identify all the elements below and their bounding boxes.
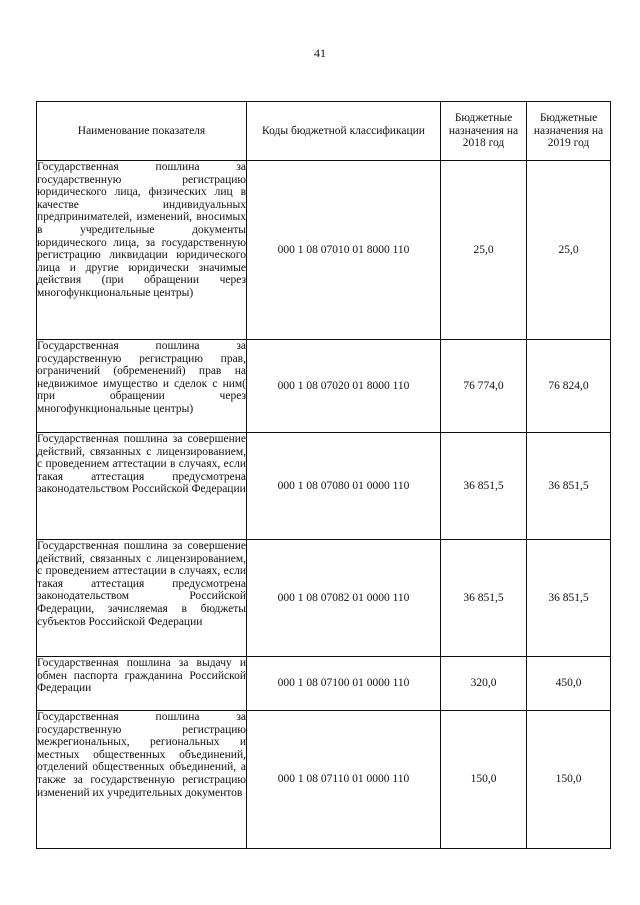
value-2018: 76 774,0 xyxy=(441,340,527,433)
indicator-name: Государственная пошлина за государственную регистрацию межрегиональных, региональных и местных общественных объединений, отделений общественных объединений, а также за государственную регистрацию изменений их учредительных документов xyxy=(37,711,247,849)
budget-code: 000 1 08 07080 01 0000 110 xyxy=(247,433,441,540)
header-code: Коды бюджетной классификации xyxy=(247,102,441,161)
budget-code: 000 1 08 07100 01 0000 110 xyxy=(247,657,441,711)
value-2018: 150,0 xyxy=(441,711,527,849)
value-2019: 36 851,5 xyxy=(527,433,611,540)
header-2019: Бюджетные назначения на 2019 год xyxy=(527,102,611,161)
value-2019: 450,0 xyxy=(527,657,611,711)
value-2018: 36 851,5 xyxy=(441,433,527,540)
header-name: Наименование показателя xyxy=(37,102,247,161)
budget-code: 000 1 08 07010 01 8000 110 xyxy=(247,161,441,340)
value-2019: 76 824,0 xyxy=(527,340,611,433)
value-2018: 25,0 xyxy=(441,161,527,340)
value-2018: 320,0 xyxy=(441,657,527,711)
page-number: 41 xyxy=(314,46,326,60)
budget-code: 000 1 08 07020 01 8000 110 xyxy=(247,340,441,433)
table-row xyxy=(37,161,611,340)
header-2018: Бюджетные назначения на 2018 год xyxy=(441,102,527,161)
table-header-row xyxy=(37,102,611,161)
indicator-name: Государственная пошлина за совершение действий, связанных с лицензированием, с проведением аттестации в случаях, если такая аттестация предусмотрена законодательством Российской Федерации xyxy=(37,433,247,540)
budget-code: 000 1 08 07110 01 0000 110 xyxy=(247,711,441,849)
table-row xyxy=(37,657,611,711)
value-2019: 25,0 xyxy=(527,161,611,340)
indicator-name: Государственная пошлина за совершение действий, связанных с лицензированием, с проведением аттестации в случаях, если такая аттестация предусмотрена законодательством Российской Федерации, зачисляемая в бюджеты субъектов Российской Федерации xyxy=(37,540,247,657)
indicator-name: Государственная пошлина за государственную регистрацию прав, ограничений (обременений) прав на недвижимое имущество и сделок с ним( при обращении через многофункциональные центры) xyxy=(37,340,247,433)
indicator-name: Государственная пошлина за выдачу и обмен паспорта гражданина Российской Федерации xyxy=(37,657,247,711)
budget-table xyxy=(36,101,611,849)
value-2018: 36 851,5 xyxy=(441,540,527,657)
budget-code: 000 1 08 07082 01 0000 110 xyxy=(247,540,441,657)
table-row xyxy=(37,711,611,849)
table-row xyxy=(37,340,611,433)
table-row xyxy=(37,433,611,540)
indicator-name: Государственная пошлина за государственную регистрацию юридического лица, физических лиц в качестве индивидуальных предпринимателей, изменений, вносимых в учредительные документы юридического лица, за государственную регистрацию ликвидации юридического лица и другие юридически значимые действия (при обращении через многофункциональные центры) xyxy=(37,161,247,340)
value-2019: 150,0 xyxy=(527,711,611,849)
value-2019: 36 851,5 xyxy=(527,540,611,657)
table-row xyxy=(37,540,611,657)
